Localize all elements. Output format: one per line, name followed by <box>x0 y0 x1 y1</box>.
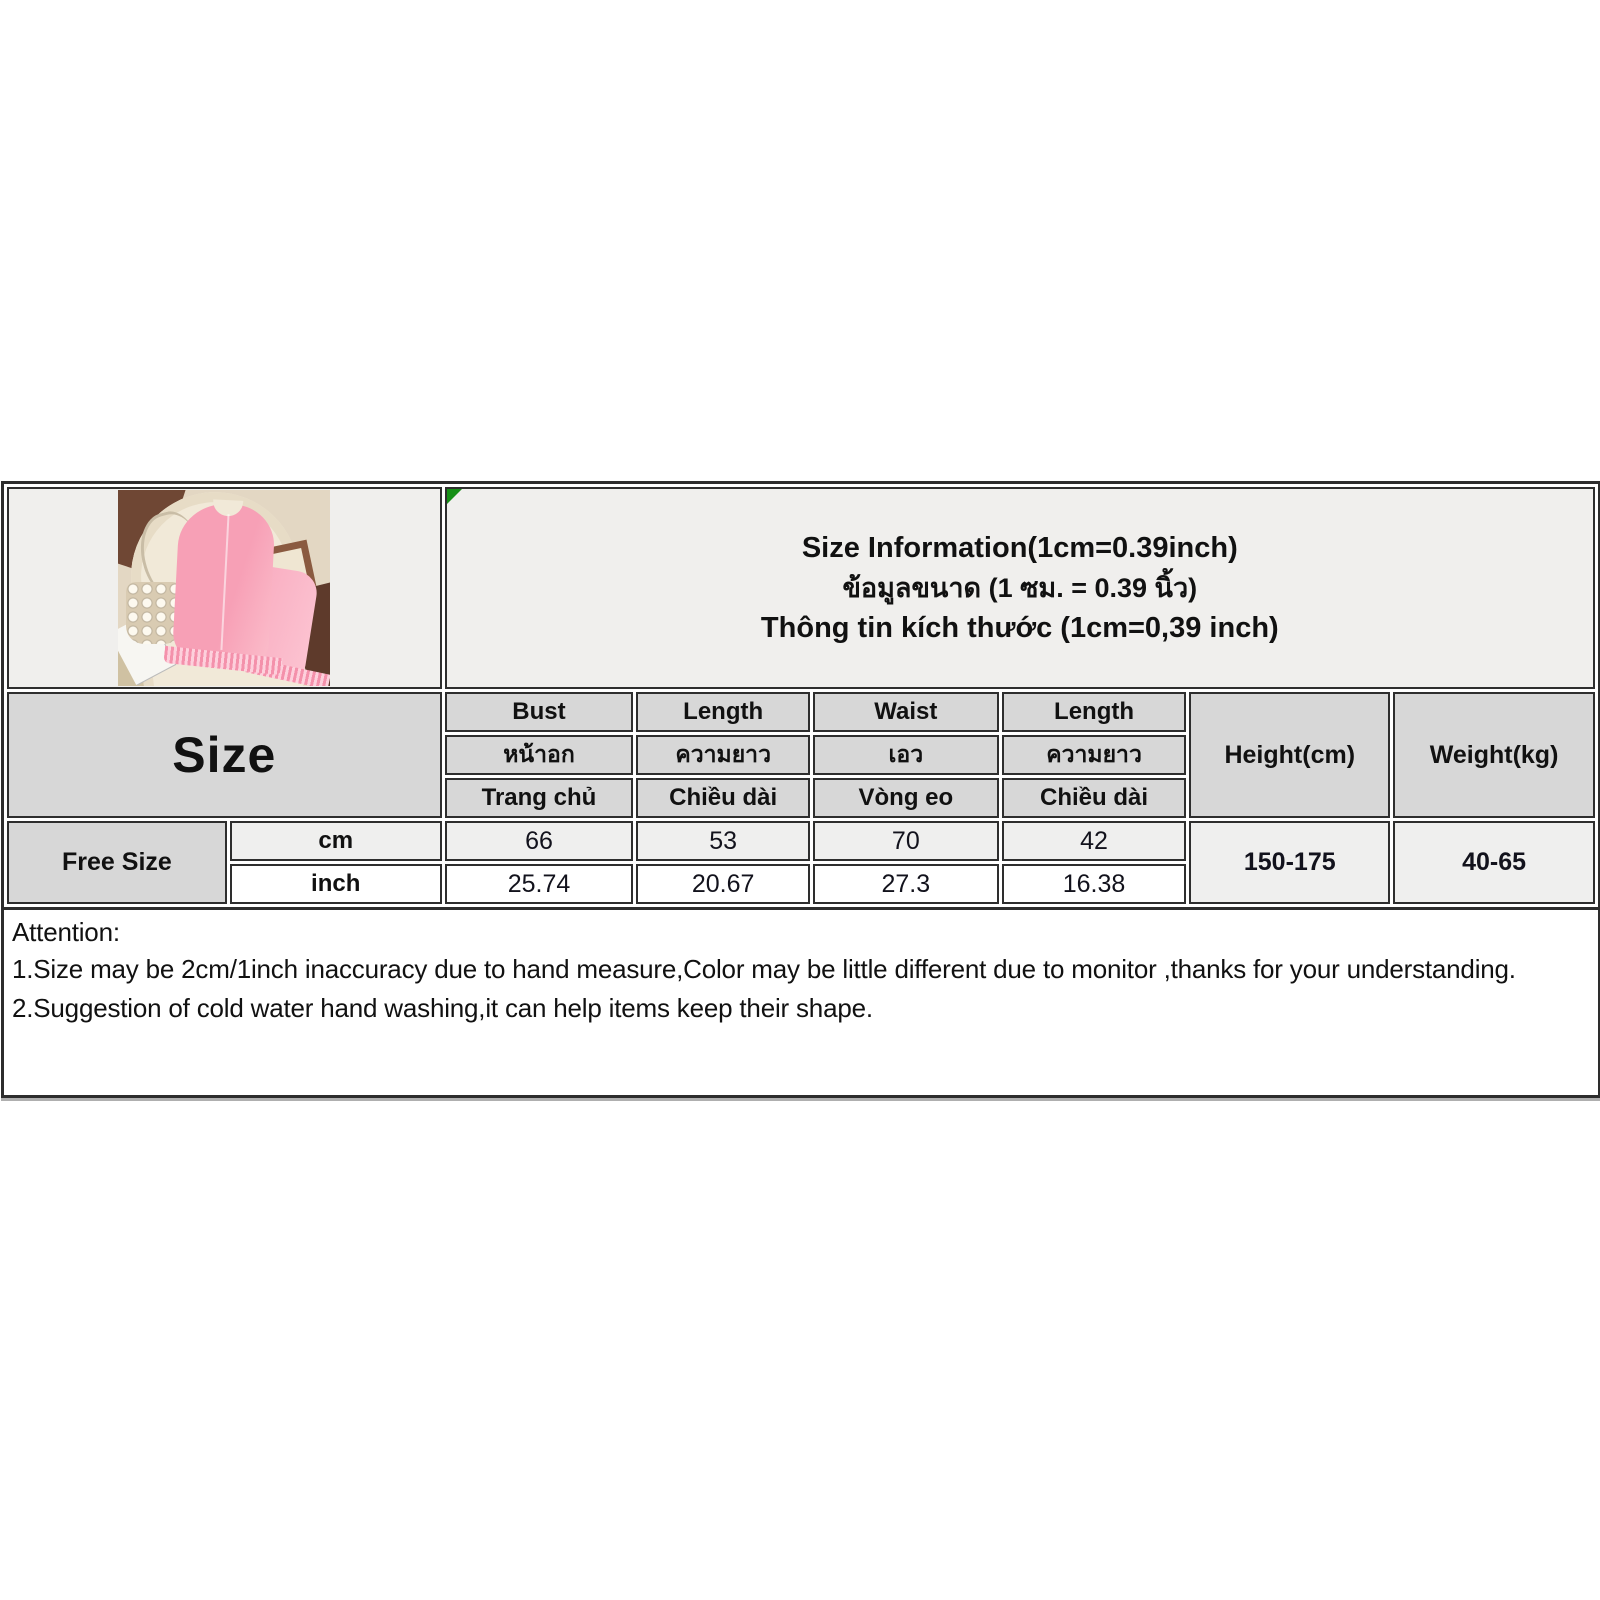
col-header-length2-en: Length <box>1002 692 1187 732</box>
col-header-weight: Weight(kg) <box>1393 692 1595 818</box>
title-cell <box>445 487 1595 689</box>
unit-cm: cm <box>230 821 442 861</box>
size-chart <box>1 481 1600 1098</box>
value-weight-range: 40-65 <box>1393 821 1595 904</box>
title-thai: ข้อมูลขนาด (1 ซม. = 0.39 นิ้ว) <box>842 573 1198 603</box>
col-header-length1-vi: Chiều dài <box>636 778 810 818</box>
row-label-free-size: Free Size <box>7 821 227 904</box>
col-header-length2-th: ความยาว <box>1002 735 1187 775</box>
col-header-waist-en: Waist <box>813 692 999 732</box>
col-header-length1-th: ความยาว <box>636 735 810 775</box>
value-length2-inch: 16.38 <box>1002 864 1187 904</box>
col-header-length1-en: Length <box>636 692 810 732</box>
product-photo-cell <box>7 487 442 689</box>
col-header-height: Height(cm) <box>1189 692 1390 818</box>
title-vietnamese: Thông tin kích thước (1cm=0,39 inch) <box>760 612 1279 644</box>
col-header-bust-vi: Trang chủ <box>445 778 634 818</box>
value-waist-cm: 70 <box>813 821 999 861</box>
product-photo <box>118 490 330 686</box>
value-length1-inch: 20.67 <box>636 864 810 904</box>
col-header-waist-th: เอว <box>813 735 999 775</box>
title-english: Size Information(1cm=0.39inch) <box>801 532 1238 564</box>
col-header-waist-vi: Vòng eo <box>813 778 999 818</box>
attention-line-1: 1.Size may be 2cm/1inch inaccuracy due to hand measure,Color may be little different due to monitor ,thanks for your understanding. <box>12 954 1516 984</box>
attention-line-2: 2.Suggestion of cold water hand washing,it can help items keep their shape. <box>12 993 873 1023</box>
col-header-length2-vi: Chiều dài <box>1002 778 1187 818</box>
value-length1-cm: 53 <box>636 821 810 861</box>
size-corner-header: Size <box>7 692 442 818</box>
value-bust-cm: 66 <box>445 821 634 861</box>
attention-section <box>4 907 1598 1095</box>
col-header-bust-en: Bust <box>445 692 634 732</box>
unit-inch: inch <box>230 864 442 904</box>
value-length2-cm: 42 <box>1002 821 1187 861</box>
green-corner-marker <box>447 489 462 504</box>
value-waist-inch: 27.3 <box>813 864 999 904</box>
attention-heading: Attention: <box>12 917 120 947</box>
size-table <box>4 484 1598 907</box>
col-header-bust-th: หน้าอก <box>445 735 634 775</box>
value-height-range: 150-175 <box>1189 821 1390 904</box>
value-bust-inch: 25.74 <box>445 864 634 904</box>
photo-pink-top <box>172 502 276 663</box>
